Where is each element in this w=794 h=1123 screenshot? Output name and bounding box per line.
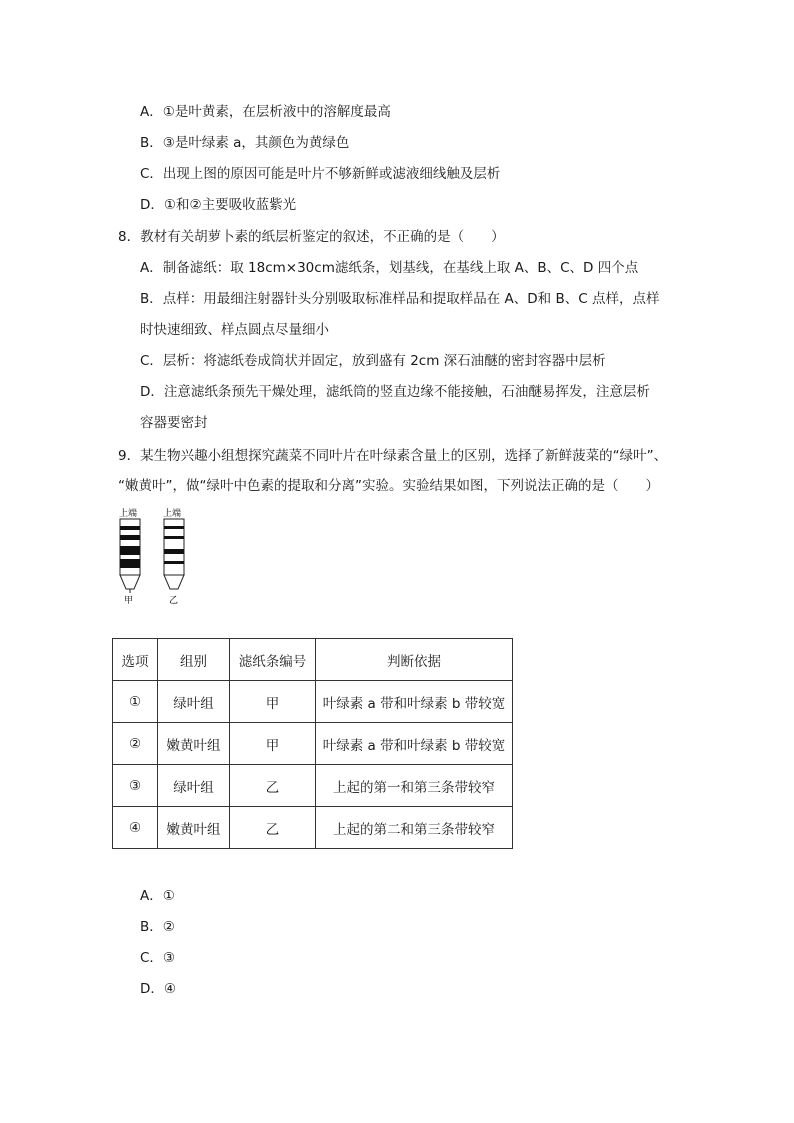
table-row [113,807,513,849]
q8-option-b: B．点样：用最细注射器针头分别吸取标准样品和提取样品在 A、D和 B、C 点样，点样 [140,291,660,307]
q7-option-b: B．③是叶绿素 a，其颜色为黄绿色 [140,135,350,151]
q9-option-c: C．③ [140,950,176,966]
table-cell: 上起的第二和第三条带较窄 [316,807,513,849]
q9-option-a: A．① [140,888,175,904]
header-cell: 选项 [113,639,158,681]
q8-option-d: D．注意滤纸条预先干燥处理，滤纸筒的竖直边缘不能接触，石油醚易挥发，注意层析 [140,384,650,400]
strip-jia-band-3 [120,546,140,555]
table-row [113,723,513,765]
table-cell: ① [113,681,158,723]
q9-option-d: D．④ [140,981,176,997]
table-cell: ② [113,723,158,765]
q9-option-b: B．② [140,919,175,935]
chromatography-strips-figure [112,505,202,605]
q7-option-d: D．①和②主要吸收蓝紫光 [140,197,297,213]
strip-1-label: 甲 [124,596,134,605]
table-cell: 乙 [230,765,316,807]
q8-option-a: A．制备滤纸：取 18cm×30cm滤纸条，划基线，在基线上取 A、B、C、D 四个点 [140,260,639,276]
strip-1-top-label: 上端 [119,509,138,519]
table-cell: 叶绿素 a 带和叶绿素 b 带较宽 [316,723,513,765]
strip-jia-band-4 [120,559,140,568]
header-cell: 组别 [158,639,230,681]
strip-yi-band-3 [164,549,184,554]
table-cell: 上起的第一和第三条带较窄 [316,765,513,807]
q9-options-table [112,638,513,849]
table-row [113,681,513,723]
q8-stem: 8．教材有关胡萝卜素的纸层析鉴定的叙述，不正确的是（ ） [118,229,505,245]
table-header-row [113,639,513,681]
q9-stem-cont: “嫩黄叶”，做“绿叶中色素的提取和分离”实验。实验结果如图，下列说法正确的是（ ） [118,478,659,494]
table-cell: 甲 [230,681,316,723]
strip-yi-band-2 [164,536,184,539]
table-cell: 乙 [230,807,316,849]
table-cell: 嫩黄叶组 [158,807,230,849]
strip-jia-band-2 [120,535,140,540]
strip-jia-band-1 [120,526,140,530]
q8-option-d-cont: 容器要密封 [140,415,208,431]
table-cell: 叶绿素 a 带和叶绿素 b 带较宽 [316,681,513,723]
strip-2-label: 乙 [169,596,179,605]
table-row [113,765,513,807]
strip-jia [120,519,140,593]
q9-stem: 9．某生物兴趣小组想探究蔬菜不同叶片在叶绿素含量上的区别，选择了新鲜菠菜的“绿叶”、 [118,448,668,464]
header-cell: 判断依据 [316,639,513,681]
header-cell: 滤纸条编号 [230,639,316,681]
strip-yi-band-4 [164,561,184,564]
table-cell: 绿叶组 [158,681,230,723]
q7-option-c: C．出现上图的原因可能是叶片不够新鲜或滤液细线触及层析 [140,166,501,182]
table-cell: 绿叶组 [158,765,230,807]
table-cell: 嫩黄叶组 [158,723,230,765]
strip-2-top-label: 上端 [163,509,182,519]
table-cell: 甲 [230,723,316,765]
table-cell: ④ [113,807,158,849]
q7-option-a: A．①是叶黄素，在层析液中的溶解度最高 [140,104,391,120]
q8-option-c: C．层析：将滤纸卷成筒状并固定，放到盛有 2cm 深石油醚的密封容器中层析 [140,353,606,369]
strip-yi [164,519,184,589]
q8-option-b-cont: 时快速细致、样点圆点尽量细小 [140,322,329,338]
table-cell: ③ [113,765,158,807]
strip-yi-band-1 [164,526,184,529]
